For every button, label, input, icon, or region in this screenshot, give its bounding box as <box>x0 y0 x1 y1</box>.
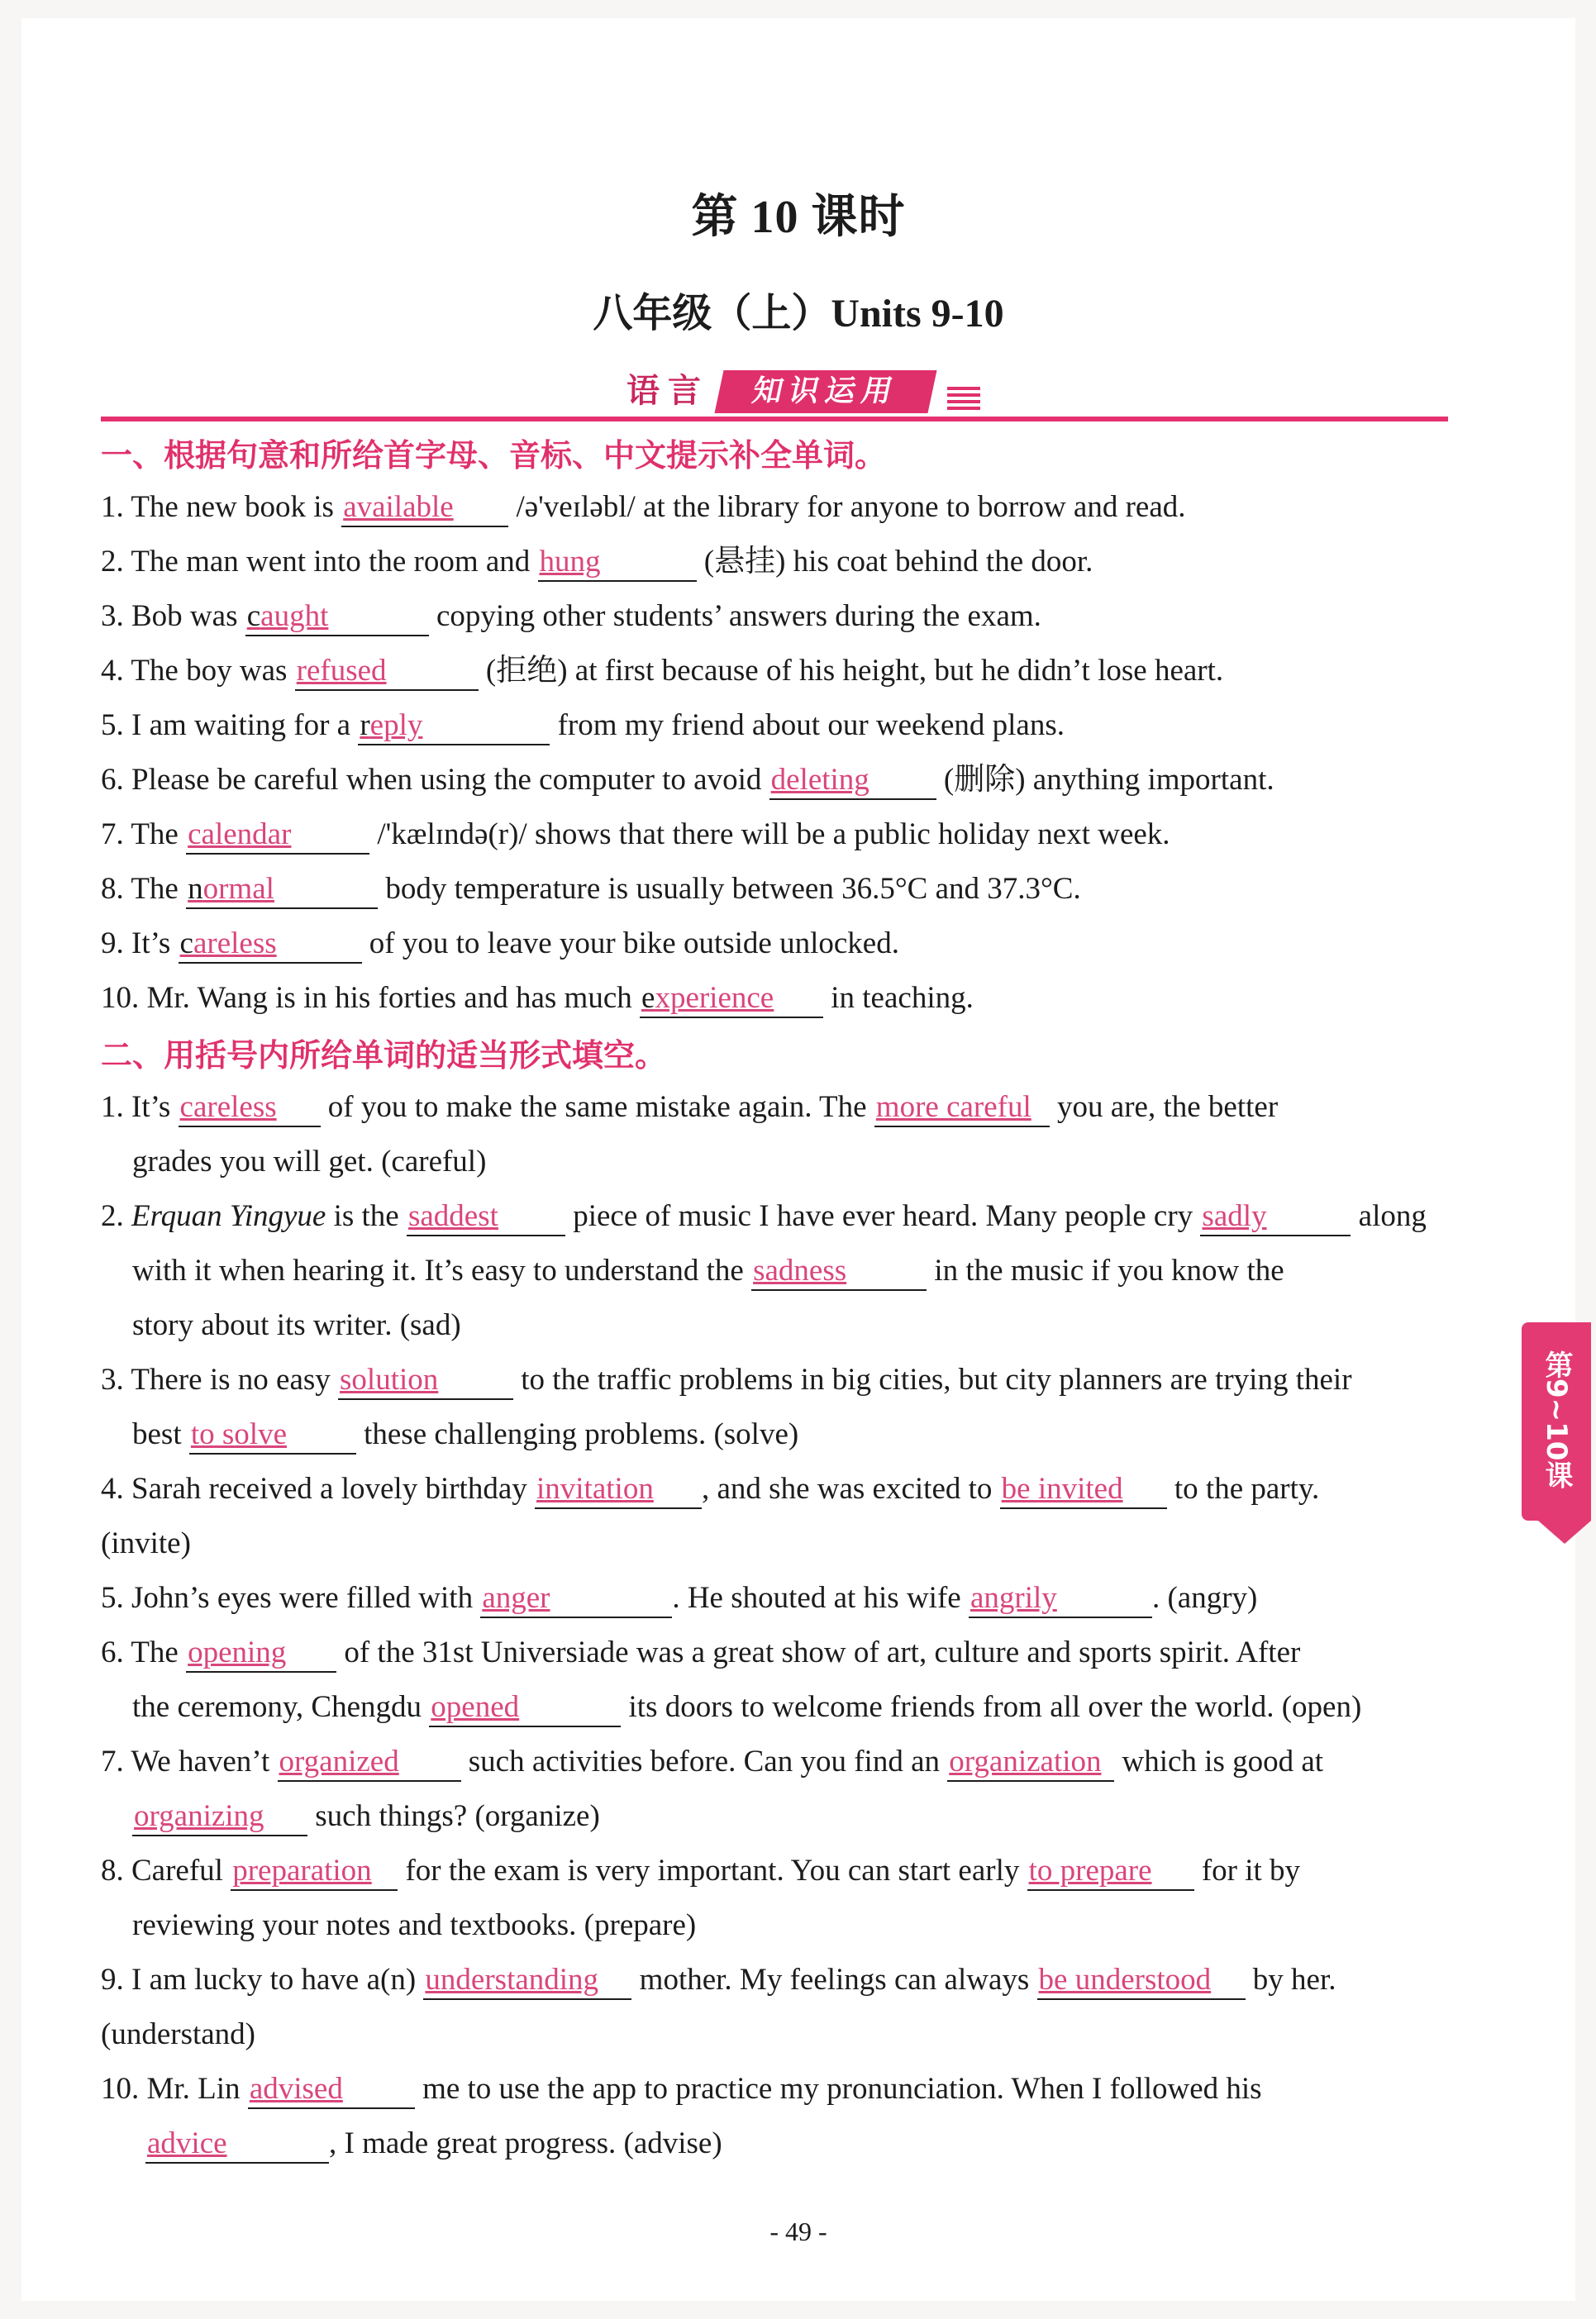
text: 3. Bob was <box>101 599 245 633</box>
text: from my friend about our weekend plans. <box>550 708 1065 742</box>
q2-item-2-cont2: story about its writer. (sad) <box>132 1308 461 1342</box>
answer-blank[interactable] <box>245 598 429 636</box>
q1-item-5 <box>101 707 1456 745</box>
text: such activities before. Can you find an <box>460 1745 948 1779</box>
answer-blank[interactable]: sadly <box>1200 1198 1351 1236</box>
text: for it by <box>1193 1854 1301 1888</box>
q2-item-7 <box>101 1744 1456 1782</box>
initial-letter: r <box>360 708 370 742</box>
q2-item-2-cont <box>132 1253 1488 1291</box>
answer-blank[interactable]: to solve <box>189 1417 356 1455</box>
text: 2. <box>101 1199 131 1233</box>
q2-item-4 <box>101 1471 1456 1509</box>
q2-item-3 <box>101 1362 1456 1400</box>
q2-item-9 <box>101 1962 1456 2000</box>
answer-blank[interactable]: solution <box>338 1362 513 1400</box>
text: the ceremony, Chengdu <box>132 1690 430 1724</box>
text: 5. John’s eyes were filled with <box>101 1581 481 1615</box>
text: to the traffic problems in big cities, but city planners are trying their <box>513 1363 1352 1397</box>
chapter-side-tab <box>1470 1322 1591 1521</box>
initial-letter: c <box>179 926 193 960</box>
text: in the music if you know the <box>927 1254 1284 1288</box>
q2-item-7-cont <box>132 1798 1488 1836</box>
q2-item-4-cont: (invite) <box>101 1526 191 1560</box>
text: of you to make the same mistake again. The <box>320 1090 874 1124</box>
q2-item-5 <box>101 1580 1456 1618</box>
text: these challenging problems. (solve) <box>355 1417 799 1451</box>
text: copying other students’ answers during the exam. <box>428 599 1041 633</box>
text: /'kælɪndə(r)/ shows that there will be a public holiday next week. <box>369 817 1170 851</box>
text: 7. We haven’t <box>101 1745 278 1779</box>
text: 7. The <box>101 817 187 851</box>
initial-letter: e <box>641 981 655 1015</box>
text: 6. Please be careful when using the computer to avoid <box>101 763 769 797</box>
banner-left-label: 语言 <box>626 372 709 410</box>
q1-item-6 <box>101 762 1456 800</box>
text: piece of music I have ever heard. Many people cry <box>565 1199 1201 1233</box>
text: /ə'veɪləbl/ at the library for anyone to borrow and read. <box>508 490 1186 524</box>
answer-blank[interactable] <box>640 980 823 1018</box>
text: with it when hearing it. It’s easy to understand the <box>132 1254 752 1288</box>
q2-item-1-cont: grades you will get. (careful) <box>132 1145 487 1179</box>
answer-blank[interactable]: organization <box>947 1744 1114 1782</box>
text: you are, the better <box>1049 1090 1279 1124</box>
q2-item-8-cont: reviewing your notes and textbooks. (prepare) <box>132 1908 697 1942</box>
lesson-title-wrap <box>21 180 1575 246</box>
initial-letter: c <box>246 599 261 633</box>
q1-item-8 <box>101 871 1456 909</box>
text: 1. The new book is <box>101 490 342 524</box>
banner-lines-icon <box>947 387 980 410</box>
answer-blank[interactable]: advised <box>248 2071 415 2109</box>
text: to the party. <box>1166 1472 1320 1506</box>
answer-blank[interactable]: deleting <box>769 762 936 800</box>
text: 3. There is no easy <box>101 1363 339 1397</box>
text: 8. Careful <box>101 1854 231 1888</box>
section-banner <box>101 365 1448 421</box>
section1-heading: 一、根据句意和所给首字母、音标、中文提示补全单词。 <box>101 437 887 474</box>
q1-item-3 <box>101 598 1456 636</box>
q2-item-10-cont <box>145 2126 1501 2164</box>
answer-blank[interactable]: opening <box>186 1635 336 1673</box>
q2-item-9-cont: (understand) <box>101 2017 255 2051</box>
q2-item-6-cont <box>132 1689 1488 1727</box>
song-title: Erquan Yingyue <box>131 1199 326 1233</box>
answer-blank[interactable]: sadness <box>751 1253 927 1291</box>
answer-text: areless <box>193 926 277 960</box>
text: of you to leave your bike outside unlocked. <box>361 926 899 960</box>
text: (拒绝) at first because of his height, but he didn’t lose heart. <box>478 654 1224 688</box>
answer-blank[interactable]: understanding <box>423 1962 631 2000</box>
answer-text: eply <box>369 708 423 742</box>
text: for the exam is very important. You can start early <box>398 1854 1027 1888</box>
lesson-title: 第 10 课时 <box>677 180 921 246</box>
text: me to use the app to practice my pronunciation. When I followed his <box>414 2072 1262 2106</box>
initial-letter: n <box>188 872 203 906</box>
answer-text: xperience <box>655 981 774 1015</box>
answer-blank[interactable]: anger <box>480 1580 672 1618</box>
answer-blank[interactable]: to prepare <box>1027 1853 1194 1891</box>
text: 8. The <box>101 872 187 906</box>
text: 4. The boy was <box>101 654 295 688</box>
q2-item-10 <box>101 2071 1456 2109</box>
text: by her. <box>1245 1963 1336 1997</box>
text: , and she was excited to <box>702 1472 1000 1506</box>
q1-item-9 <box>101 926 1456 964</box>
answer-blank[interactable]: saddest <box>407 1198 565 1236</box>
answer-blank[interactable]: hung <box>538 544 697 582</box>
text: which is good at <box>1114 1745 1324 1779</box>
answer-blank[interactable]: advice <box>145 2126 329 2164</box>
answer-blank[interactable]: organizing <box>132 1798 307 1836</box>
answer-blank[interactable]: be understood <box>1037 1962 1246 2000</box>
text: (悬挂) his coat behind the door. <box>696 545 1093 579</box>
answer-blank[interactable]: be invited <box>1000 1471 1167 1509</box>
q2-item-6 <box>101 1635 1456 1673</box>
text: 1. It’s <box>101 1090 179 1124</box>
text: 9. I am lucky to have a(n) <box>101 1963 424 1997</box>
text: 6. The <box>101 1636 187 1669</box>
text: 2. The man went into the room and <box>101 545 538 579</box>
answer-blank[interactable]: available <box>341 489 508 527</box>
q1-item-4 <box>101 653 1456 691</box>
q2-item-2 <box>101 1198 1456 1236</box>
text: body temperature is usually between 36.5°C and 37.3°C. <box>378 872 1081 906</box>
text: its doors to welcome friends from all over the world. (open) <box>621 1690 1362 1724</box>
text: 9. It’s <box>101 926 179 960</box>
section2-heading: 二、用括号内所给单词的适当形式填空。 <box>101 1037 667 1074</box>
answer-blank[interactable]: opened <box>429 1689 621 1727</box>
text: in teaching. <box>823 981 974 1015</box>
banner-right-label: 知识运用 <box>714 370 936 413</box>
worksheet-page <box>21 18 1575 2301</box>
text: . He shouted at his wife <box>672 1581 969 1615</box>
answer-blank[interactable]: organized <box>278 1744 461 1782</box>
answer-blank[interactable] <box>186 871 378 909</box>
q1-item-1 <box>101 489 1456 527</box>
text: 5. I am waiting for a <box>101 708 359 742</box>
text: of the 31st Universiade was a great show of art, culture and sports spirit. After <box>336 1636 1301 1669</box>
answer-blank[interactable]: careless <box>179 1089 321 1127</box>
text: . (angry) <box>1151 1581 1258 1615</box>
answer-blank[interactable]: refused <box>295 653 479 691</box>
q1-item-10 <box>101 980 1456 1018</box>
unit-title: 八年级（上）Units 9-10 <box>593 292 1004 336</box>
text: mother. My feelings can always <box>631 1963 1037 1997</box>
page-number: - 49 - <box>769 2217 827 2246</box>
q1-item-2 <box>101 544 1456 582</box>
q2-item-1 <box>101 1089 1456 1127</box>
text: along <box>1351 1199 1427 1233</box>
answer-blank[interactable]: preparation <box>231 1853 398 1891</box>
side-tab-label: 第9~10课时 <box>1470 1350 1573 1489</box>
answer-blank[interactable]: calendar <box>186 817 369 855</box>
q1-item-7 <box>101 817 1456 855</box>
text: 10. Mr. Wang is in his forties and has much <box>101 981 640 1015</box>
text: is the <box>326 1199 407 1233</box>
q2-item-8 <box>101 1853 1456 1891</box>
answer-blank[interactable] <box>179 926 362 964</box>
answer-blank[interactable]: angrily <box>969 1580 1152 1618</box>
text: , I made great progress. (advise) <box>329 2126 722 2160</box>
answer-text: aught <box>260 599 329 633</box>
text: best <box>132 1417 189 1451</box>
answer-text: ormal <box>202 872 274 906</box>
answer-blank[interactable]: invitation <box>535 1471 702 1509</box>
side-tab-arrow-icon <box>1538 1521 1591 1544</box>
answer-blank[interactable] <box>358 707 550 745</box>
answer-blank[interactable]: more careful <box>874 1089 1050 1127</box>
text: 4. Sarah received a lovely birthday <box>101 1472 535 1506</box>
q2-item-3-cont <box>132 1417 1488 1455</box>
text: 10. Mr. Lin <box>101 2072 248 2106</box>
text: such things? (organize) <box>307 1799 600 1833</box>
text: (删除) anything important. <box>936 763 1274 797</box>
